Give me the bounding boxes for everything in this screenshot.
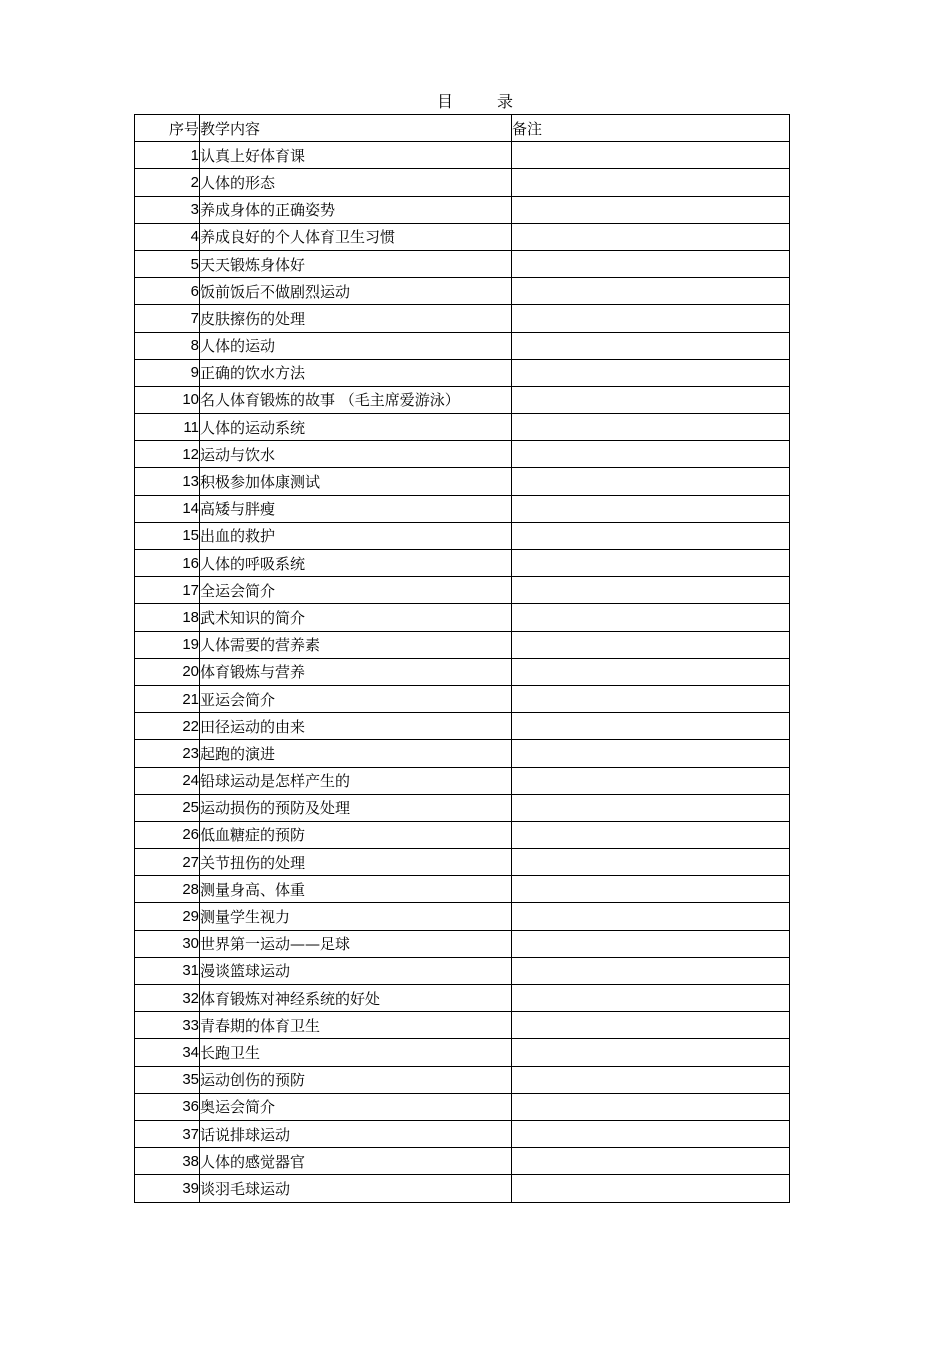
row-content: 运动与饮水 xyxy=(200,441,512,468)
table-row xyxy=(135,1148,790,1175)
row-content: 体育锻炼对神经系统的好处 xyxy=(200,985,512,1012)
row-content: 人体的感觉器官 xyxy=(200,1148,512,1175)
row-content: 世界第一运动——足球 xyxy=(200,930,512,957)
row-number: 38 xyxy=(135,1148,200,1175)
contents-table xyxy=(134,114,790,1203)
table-row xyxy=(135,142,790,169)
row-note xyxy=(512,142,790,169)
row-number: 5 xyxy=(135,250,200,277)
row-content: 长跑卫生 xyxy=(200,1039,512,1066)
row-content: 皮肤擦伤的处理 xyxy=(200,305,512,332)
row-content: 出血的救护 xyxy=(200,522,512,549)
table-row xyxy=(135,577,790,604)
table-row xyxy=(135,522,790,549)
row-note xyxy=(512,957,790,984)
row-note xyxy=(512,550,790,577)
row-content: 低血糖症的预防 xyxy=(200,821,512,848)
row-note xyxy=(512,821,790,848)
row-content: 名人体育锻炼的故事 （毛主席爱游泳） xyxy=(200,386,512,413)
table-row xyxy=(135,332,790,359)
header-content: 教学内容 xyxy=(200,115,512,142)
row-number: 18 xyxy=(135,604,200,631)
row-number: 14 xyxy=(135,495,200,522)
row-note xyxy=(512,1039,790,1066)
row-note xyxy=(512,250,790,277)
row-content: 漫谈篮球运动 xyxy=(200,957,512,984)
row-content: 饭前饭后不做剧烈运动 xyxy=(200,278,512,305)
row-note xyxy=(512,305,790,332)
row-content: 天天锻炼身体好 xyxy=(200,250,512,277)
row-note xyxy=(512,903,790,930)
row-note xyxy=(512,169,790,196)
row-note xyxy=(512,930,790,957)
row-content: 武术知识的简介 xyxy=(200,604,512,631)
row-content: 关节扭伤的处理 xyxy=(200,849,512,876)
row-number: 30 xyxy=(135,930,200,957)
title-char-1: 目 xyxy=(436,92,453,111)
row-content: 正确的饮水方法 xyxy=(200,359,512,386)
table-header-row xyxy=(135,115,790,142)
row-number: 26 xyxy=(135,821,200,848)
page-title xyxy=(0,90,950,114)
row-content: 养成身体的正确姿势 xyxy=(200,196,512,223)
row-number: 6 xyxy=(135,278,200,305)
row-note xyxy=(512,223,790,250)
table-row xyxy=(135,767,790,794)
title-char-2: 录 xyxy=(497,92,514,111)
row-note xyxy=(512,985,790,1012)
row-note xyxy=(512,876,790,903)
table-row xyxy=(135,821,790,848)
row-number: 27 xyxy=(135,849,200,876)
row-number: 11 xyxy=(135,414,200,441)
table-row xyxy=(135,631,790,658)
row-number: 3 xyxy=(135,196,200,223)
table-row xyxy=(135,1120,790,1147)
row-note xyxy=(512,359,790,386)
table-row xyxy=(135,740,790,767)
row-number: 33 xyxy=(135,1012,200,1039)
row-content: 奥运会简介 xyxy=(200,1093,512,1120)
row-note xyxy=(512,332,790,359)
table-row xyxy=(135,414,790,441)
row-note xyxy=(512,1093,790,1120)
table-row xyxy=(135,278,790,305)
row-content: 亚运会简介 xyxy=(200,685,512,712)
row-content: 人体的呼吸系统 xyxy=(200,550,512,577)
table-row xyxy=(135,713,790,740)
table-row xyxy=(135,658,790,685)
row-content: 认真上好体育课 xyxy=(200,142,512,169)
row-note xyxy=(512,1148,790,1175)
row-number: 23 xyxy=(135,740,200,767)
row-content: 测量学生视力 xyxy=(200,903,512,930)
row-number: 31 xyxy=(135,957,200,984)
row-note xyxy=(512,441,790,468)
row-content: 人体的运动系统 xyxy=(200,414,512,441)
table-row xyxy=(135,604,790,631)
row-number: 34 xyxy=(135,1039,200,1066)
table-row xyxy=(135,169,790,196)
row-number: 32 xyxy=(135,985,200,1012)
row-note xyxy=(512,495,790,522)
row-note xyxy=(512,713,790,740)
table-row xyxy=(135,441,790,468)
table-row xyxy=(135,903,790,930)
row-content: 积极参加体康测试 xyxy=(200,468,512,495)
row-content: 人体的运动 xyxy=(200,332,512,359)
row-content: 运动创伤的预防 xyxy=(200,1066,512,1093)
table-row xyxy=(135,468,790,495)
row-number: 28 xyxy=(135,876,200,903)
table-row xyxy=(135,386,790,413)
row-number: 16 xyxy=(135,550,200,577)
table-row xyxy=(135,930,790,957)
row-number: 1 xyxy=(135,142,200,169)
row-note xyxy=(512,1120,790,1147)
row-number: 12 xyxy=(135,441,200,468)
table-row xyxy=(135,876,790,903)
row-content: 养成良好的个人体育卫生习惯 xyxy=(200,223,512,250)
row-note xyxy=(512,604,790,631)
table-row xyxy=(135,849,790,876)
table-row xyxy=(135,550,790,577)
row-note xyxy=(512,577,790,604)
header-number: 序号 xyxy=(135,115,200,142)
row-number: 2 xyxy=(135,169,200,196)
row-note xyxy=(512,196,790,223)
row-number: 15 xyxy=(135,522,200,549)
row-content: 全运会简介 xyxy=(200,577,512,604)
row-note xyxy=(512,522,790,549)
table-row xyxy=(135,359,790,386)
header-note: 备注 xyxy=(512,115,790,142)
table-row xyxy=(135,957,790,984)
row-number: 24 xyxy=(135,767,200,794)
row-number: 17 xyxy=(135,577,200,604)
row-note xyxy=(512,468,790,495)
row-note xyxy=(512,278,790,305)
row-note xyxy=(512,1066,790,1093)
row-note xyxy=(512,658,790,685)
table-row xyxy=(135,1039,790,1066)
row-number: 35 xyxy=(135,1066,200,1093)
row-note xyxy=(512,767,790,794)
row-content: 高矮与胖瘦 xyxy=(200,495,512,522)
row-number: 37 xyxy=(135,1120,200,1147)
row-note xyxy=(512,740,790,767)
row-number: 29 xyxy=(135,903,200,930)
row-note xyxy=(512,386,790,413)
row-content: 起跑的演进 xyxy=(200,740,512,767)
row-note xyxy=(512,414,790,441)
table-row xyxy=(135,1066,790,1093)
row-note xyxy=(512,1175,790,1202)
table-row xyxy=(135,1012,790,1039)
row-number: 22 xyxy=(135,713,200,740)
row-note xyxy=(512,631,790,658)
table-row xyxy=(135,985,790,1012)
row-number: 8 xyxy=(135,332,200,359)
row-content: 话说排球运动 xyxy=(200,1120,512,1147)
row-number: 10 xyxy=(135,386,200,413)
row-content: 测量身高、体重 xyxy=(200,876,512,903)
row-content: 体育锻炼与营养 xyxy=(200,658,512,685)
row-number: 21 xyxy=(135,685,200,712)
table-row xyxy=(135,794,790,821)
row-content: 铅球运动是怎样产生的 xyxy=(200,767,512,794)
row-number: 13 xyxy=(135,468,200,495)
table-row xyxy=(135,1175,790,1202)
row-number: 36 xyxy=(135,1093,200,1120)
row-number: 25 xyxy=(135,794,200,821)
row-number: 39 xyxy=(135,1175,200,1202)
row-note xyxy=(512,1012,790,1039)
table-row xyxy=(135,1093,790,1120)
table-row xyxy=(135,495,790,522)
table-body xyxy=(135,142,790,1202)
table-row xyxy=(135,250,790,277)
row-content: 人体的形态 xyxy=(200,169,512,196)
table-row xyxy=(135,685,790,712)
row-note xyxy=(512,685,790,712)
row-number: 20 xyxy=(135,658,200,685)
table-row xyxy=(135,305,790,332)
row-content: 运动损伤的预防及处理 xyxy=(200,794,512,821)
row-content: 谈羽毛球运动 xyxy=(200,1175,512,1202)
row-content: 田径运动的由来 xyxy=(200,713,512,740)
row-number: 19 xyxy=(135,631,200,658)
row-number: 4 xyxy=(135,223,200,250)
row-note xyxy=(512,849,790,876)
row-number: 7 xyxy=(135,305,200,332)
table-row xyxy=(135,196,790,223)
row-content: 青春期的体育卫生 xyxy=(200,1012,512,1039)
row-number: 9 xyxy=(135,359,200,386)
table-row xyxy=(135,223,790,250)
row-note xyxy=(512,794,790,821)
row-content: 人体需要的营养素 xyxy=(200,631,512,658)
